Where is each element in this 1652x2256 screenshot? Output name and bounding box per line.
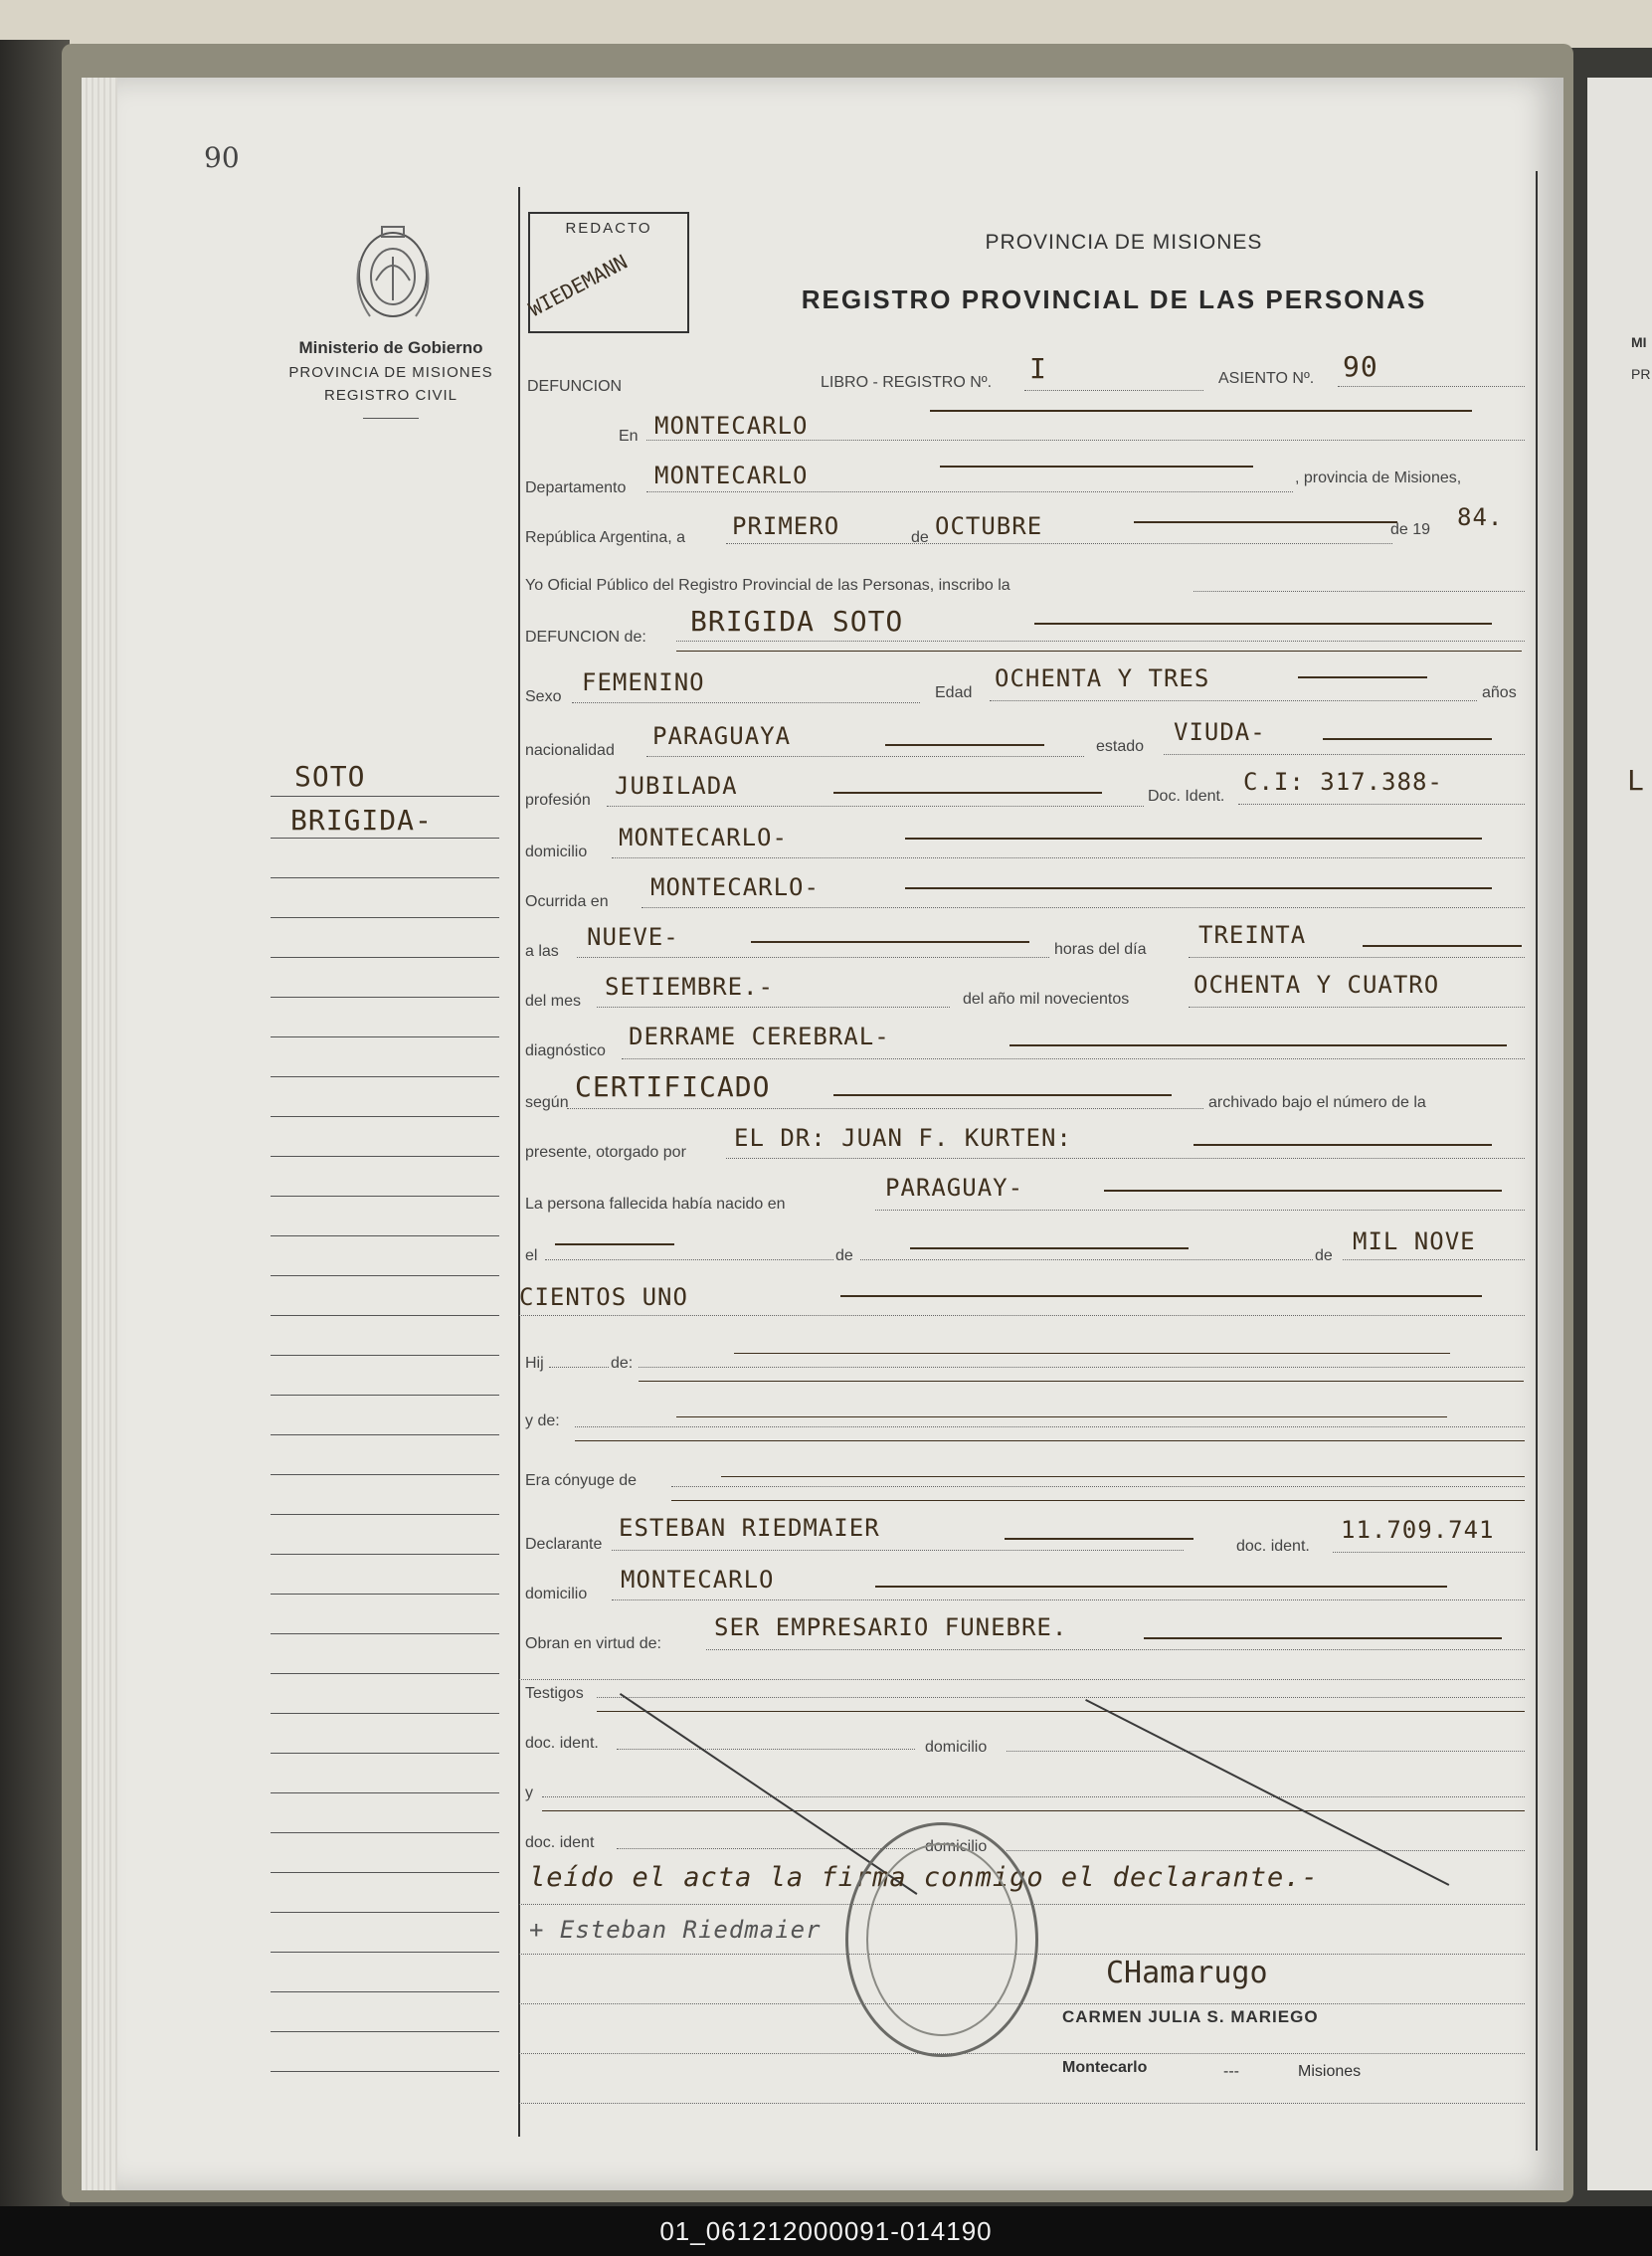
pen-line: [1323, 738, 1492, 740]
pen-line: [575, 1440, 1525, 1441]
fill-line: [572, 702, 920, 703]
declarant-label: Declarante: [525, 1536, 603, 1553]
pen-line: [833, 792, 1102, 794]
pen-line: [1010, 1044, 1507, 1046]
year-value: 84.: [1457, 503, 1504, 531]
entry-label: ASIENTO Nº.: [1218, 370, 1315, 387]
death-month-value: SETIEMBRE.-: [605, 973, 774, 1001]
margin-line: [271, 1434, 499, 1435]
closing-note: leído el acta la firma conmigo el declarante.-: [529, 1862, 1319, 1893]
official-seal: [845, 1822, 1038, 2057]
birth-year-value: MIL NOVE: [1353, 1227, 1476, 1255]
de3-label: de: [1315, 1247, 1333, 1264]
fill-line: [612, 1550, 1184, 1551]
hours-of-day-label: horas del día: [1054, 941, 1147, 958]
margin-surname: SOTO: [294, 760, 366, 793]
pen-line: [1104, 1190, 1502, 1192]
fill-line: [597, 1697, 1525, 1698]
top-paper-strip: [0, 0, 1652, 48]
pen-line: [940, 466, 1253, 468]
fill-line: [706, 1649, 1525, 1650]
nationality-label: nacionalidad: [525, 742, 615, 759]
pen-line: [1005, 1538, 1193, 1540]
margin-line: [271, 1156, 499, 1157]
fill-line: [612, 857, 1525, 858]
coat-of-arms-icon: [346, 221, 440, 328]
official-province: Misiones: [1298, 2063, 1362, 2080]
pen-line: [1193, 1144, 1492, 1146]
fill-line: [549, 1367, 609, 1368]
pen-line: [930, 410, 1472, 412]
fill-line: [617, 1848, 915, 1849]
next-page-fragment: L: [1627, 764, 1645, 797]
acting-label: Obran en virtud de:: [525, 1635, 661, 1652]
fill-line: [545, 1259, 833, 1260]
margin-line: [271, 1514, 499, 1515]
fill-line: [646, 756, 1084, 757]
hour-value: NUEVE-: [587, 923, 679, 951]
fill-line: [1193, 591, 1525, 592]
witness-and-label: y: [525, 1785, 533, 1801]
fill-line: [676, 641, 1525, 642]
pen-line: [1134, 521, 1397, 523]
footer-code: 01_061212000091-014190: [0, 2206, 1652, 2256]
age-value: OCHENTA Y TRES: [995, 664, 1210, 692]
pen-line: [910, 1247, 1189, 1249]
presented-label: presente, otorgado por: [525, 1144, 686, 1161]
according-value: CERTIFICADO: [575, 1070, 771, 1103]
death-day-value: TREINTA: [1198, 921, 1307, 949]
fill-line: [597, 1007, 950, 1008]
margin-line: [271, 1036, 499, 1037]
pen-line: [597, 1711, 1525, 1712]
fill-line: [646, 440, 1525, 441]
el-label: el: [525, 1247, 538, 1264]
pen-line: [542, 1810, 1525, 1811]
fill-line: [1238, 804, 1525, 805]
fill-line: [1189, 957, 1525, 958]
year-label: de 19: [1390, 521, 1431, 538]
en-value: MONTECARLO: [654, 412, 809, 440]
spouse-label: Era cónyuge de: [525, 1472, 638, 1489]
header-province: PROVINCIA DE MISIONES: [985, 231, 1263, 254]
sex-label: Sexo: [525, 688, 562, 705]
margin-line: [271, 1912, 499, 1913]
witness-address2-label: domicilio: [925, 1838, 988, 1855]
address-label: domicilio: [525, 844, 588, 860]
death-year-value: OCHENTA Y CUATRO: [1193, 971, 1440, 999]
de2-label: de: [835, 1247, 853, 1264]
pen-line: [676, 651, 1522, 652]
fill-line: [519, 2053, 1525, 2054]
pen-line: [833, 1094, 1172, 1096]
fill-line: [617, 1749, 915, 1750]
fill-line: [1024, 390, 1203, 391]
child-label: Hij: [525, 1355, 544, 1372]
margin-line: [271, 1673, 499, 1674]
ministry-name: Ministerio de Gobierno: [298, 338, 483, 357]
declarant-signature: + Esteban Riedmaier: [529, 1916, 822, 1944]
next-page: [1587, 78, 1652, 2190]
ministry-province: PROVINCIA DE MISIONES: [288, 364, 493, 381]
fill-line: [875, 1210, 1525, 1211]
occurred-value: MONTECARLO-: [650, 873, 820, 901]
fill-line: [1338, 386, 1525, 387]
day-value: PRIMERO: [732, 512, 840, 540]
department-label: Departamento: [525, 479, 627, 496]
book-label: LIBRO - REGISTRO Nº.: [821, 374, 993, 391]
officer-text: Yo Oficial Público del Registro Provincial de las Personas, inscribo la: [525, 577, 1010, 594]
fill-line: [990, 700, 1477, 701]
nationality-value: PARAGUAYA: [652, 722, 792, 750]
birth-year-value-2: CIENTOS UNO: [519, 1283, 688, 1311]
margin-line: [271, 997, 499, 998]
margin-line: [271, 796, 499, 797]
of-year-label: del año mil novecientos: [963, 991, 1130, 1008]
margin-line: [271, 1315, 499, 1316]
header-title: REGISTRO PROVINCIAL DE LAS PERSONAS: [801, 284, 1427, 314]
official-signature: CHamarugo: [1106, 1956, 1268, 1990]
age-label: Edad: [935, 684, 973, 701]
fill-line: [639, 1367, 1525, 1368]
divider: [363, 418, 419, 419]
margin-line: [271, 1554, 499, 1555]
pen-line: [676, 1416, 1447, 1417]
margin-line: [271, 838, 499, 839]
fill-line: [607, 806, 1144, 807]
fill-line: [860, 1259, 1313, 1260]
child-de-label: de:: [611, 1355, 634, 1372]
en-label: En: [619, 428, 639, 445]
declarant-doc-label: doc. ident.: [1236, 1538, 1310, 1555]
address-value: MONTECARLO-: [619, 824, 788, 851]
fill-line: [519, 2103, 1525, 2104]
margin-line: [271, 1076, 499, 1077]
fill-line: [646, 491, 1293, 492]
fill-line: [567, 1108, 1203, 1109]
redacto-stamp: [524, 212, 689, 333]
book-value: I: [1029, 352, 1047, 385]
pen-line: [639, 1381, 1524, 1382]
profession-value: JUBILADA: [615, 772, 738, 800]
and-label: y de:: [525, 1412, 560, 1429]
witness-doc-label: doc. ident.: [525, 1735, 599, 1752]
according-label: según: [525, 1094, 569, 1111]
of-month-label: del mes: [525, 993, 582, 1010]
witness-address-label: domicilio: [925, 1739, 988, 1756]
margin-line: [271, 1872, 499, 1873]
pen-line: [671, 1500, 1525, 1501]
fill-line: [1189, 1007, 1525, 1008]
declarant-address-value: MONTECARLO: [621, 1566, 775, 1594]
margin-line: [271, 1196, 499, 1197]
pen-line: [840, 1295, 1482, 1297]
acting-value: SER EMPRESARIO FUNEBRE.: [714, 1613, 1068, 1641]
official-dash: ---: [1223, 2063, 1239, 2080]
official-place: Montecarlo: [1062, 2059, 1148, 2076]
ministry-block: [267, 338, 515, 419]
deceased-name: BRIGIDA SOTO: [690, 605, 904, 638]
entry-value: 90: [1343, 350, 1378, 383]
page-number: 90: [204, 141, 240, 174]
pen-line: [1034, 623, 1492, 625]
pen-line: [885, 744, 1044, 746]
sex-value: FEMENINO: [582, 668, 705, 696]
fill-line: [671, 1486, 1525, 1487]
pen-line: [905, 838, 1482, 840]
book-shadow: [0, 40, 70, 2206]
doc-label: Doc. Ident.: [1148, 788, 1225, 805]
margin-line: [271, 1792, 499, 1793]
diagnosis-value: DERRAME CEREBRAL-: [629, 1023, 890, 1050]
pen-line: [905, 887, 1492, 889]
pen-line: [721, 1476, 1525, 1477]
margin-line: [271, 877, 499, 878]
diagnosis-label: diagnóstico: [525, 1042, 606, 1059]
fill-line: [642, 907, 1525, 908]
pen-line: [875, 1586, 1447, 1588]
declarant-value: ESTEBAN RIEDMAIER: [619, 1514, 880, 1542]
next-page-fragment: PR: [1631, 366, 1651, 382]
republic-label: República Argentina, a: [525, 529, 685, 546]
fill-line: [542, 1796, 1525, 1797]
right-border: [1536, 171, 1538, 2151]
margin-line: [271, 1952, 499, 1953]
margin-line: [271, 2031, 499, 2032]
declarant-doc-value: 11.709.741: [1341, 1516, 1495, 1544]
at-label: a las: [525, 943, 559, 960]
margin-line: [271, 1713, 499, 1714]
fill-line: [1343, 1259, 1525, 1260]
pen-line: [1298, 676, 1427, 678]
fill-line: [726, 1158, 1525, 1159]
death-of-label: DEFUNCION de:: [525, 629, 646, 646]
margin-line: [271, 1355, 499, 1356]
stamp-signature: WIEDEMANN: [524, 249, 632, 322]
margin-given-name: BRIGIDA-: [290, 804, 433, 837]
profession-label: profesión: [525, 792, 591, 809]
margin-line: [271, 1594, 499, 1595]
born-value: PARAGUAY-: [885, 1174, 1024, 1202]
department-value: MONTECARLO: [654, 462, 809, 489]
fill-line: [1164, 754, 1525, 755]
fill-line: [1007, 1751, 1525, 1752]
pen-line: [734, 1353, 1450, 1354]
fill-line: [612, 1599, 1525, 1600]
margin-line: [271, 1116, 499, 1117]
de-label: de: [911, 529, 929, 546]
official-name: CARMEN JULIA S. MARIEGO: [1062, 2007, 1319, 2026]
civil-status-label: estado: [1096, 738, 1145, 755]
next-page-fragment: MI: [1631, 334, 1647, 350]
record-type: DEFUNCION: [527, 378, 623, 395]
margin-divider: [518, 187, 520, 2137]
fill-line: [519, 1679, 1525, 1680]
fill-line: [1333, 1552, 1525, 1553]
fill-line: [575, 1426, 1525, 1427]
margin-line: [271, 1235, 499, 1236]
born-label: La persona fallecida había nacido en: [525, 1196, 786, 1213]
margin-line: [271, 1395, 499, 1396]
fill-line: [1007, 1850, 1525, 1851]
fill-line: [577, 957, 1049, 958]
margin-line: [271, 917, 499, 918]
margin-line: [271, 957, 499, 958]
ministry-office: REGISTRO CIVIL: [323, 387, 459, 404]
fill-line: [622, 1058, 1525, 1059]
witnesses-label: Testigos: [525, 1685, 584, 1702]
pen-line: [1363, 945, 1522, 947]
fill-line: [726, 543, 1392, 544]
margin-line: [271, 1474, 499, 1475]
pen-line: [751, 941, 1029, 943]
witness-doc2-label: doc. ident: [525, 1834, 595, 1851]
years-label: años: [1482, 684, 1517, 701]
doc-value: C.I: 317.388-: [1243, 768, 1443, 796]
margin-line: [271, 1753, 499, 1754]
stamp-label: REDACTO: [565, 220, 652, 237]
margin-line: [271, 1633, 499, 1634]
civil-status-value: VIUDA-: [1174, 718, 1266, 746]
doctor-value: EL DR: JUAN F. KURTEN:: [734, 1124, 1072, 1152]
month-value: OCTUBRE: [935, 512, 1043, 540]
province-suffix: , provincia de Misiones,: [1295, 470, 1462, 486]
occurred-label: Ocurrida en: [525, 893, 609, 910]
margin-line: [271, 1832, 499, 1833]
margin-line: [271, 1275, 499, 1276]
pen-line: [555, 1243, 674, 1245]
margin-line: [271, 2071, 499, 2072]
pen-line: [1144, 1637, 1502, 1639]
margin-line: [271, 1991, 499, 1992]
fill-line: [519, 1315, 1525, 1316]
declarant-address-label: domicilio: [525, 1586, 588, 1602]
archived-label: archivado bajo el número de la: [1208, 1094, 1426, 1111]
